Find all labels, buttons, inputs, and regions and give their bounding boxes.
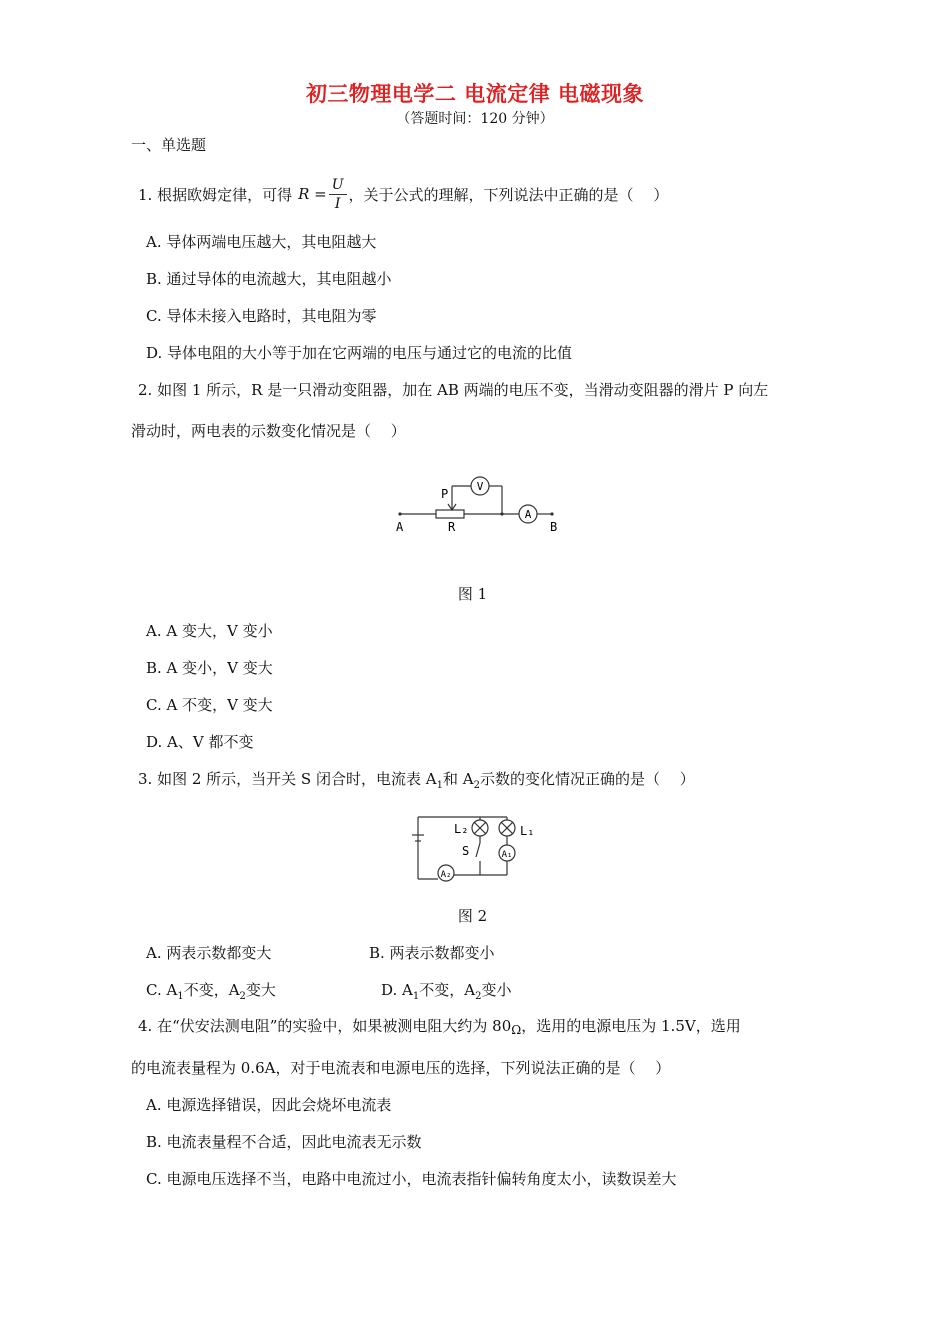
q2-option-d: D. A、V 都不变	[146, 733, 254, 751]
terminal-a-label: A	[396, 520, 404, 534]
q1-suffix: ，关于公式的理解，下列说法中正确的是（ ）	[348, 185, 669, 204]
figure-2-circuit	[400, 805, 540, 885]
q4-line-1-b: ，选用的电源电压为 1.5V，选用	[521, 1017, 741, 1035]
figure-2-caption: 图 2	[457, 907, 488, 925]
q2-option-c: C. A 不变，V 变大	[146, 696, 273, 714]
q3-opt-d-sub1: 1	[412, 991, 420, 1002]
ammeter-a1-label: A₁	[501, 850, 513, 860]
q1-option-a: A. 导体两端电压越大，其电阻越大	[146, 233, 377, 251]
lamp-l2-label: L₂	[454, 822, 469, 836]
q3-opt-d-b: 不变，A	[419, 981, 476, 999]
q3-option-a: A. 两表示数都变大	[146, 944, 272, 962]
terminal-b-label: B	[550, 520, 558, 534]
q1-option-b: B. 通过导体的电流越大，其电阻越小	[146, 270, 392, 288]
question-1	[138, 172, 668, 216]
document-title: 初三物理电学二 电流定律 电磁现象	[305, 81, 645, 106]
q3-text-c: 示数的变化情况正确的是（ ）	[479, 770, 695, 788]
switch-s-label: S	[462, 844, 470, 858]
ammeter-label: A	[524, 508, 532, 521]
q3-opt-c-c: 变大	[245, 981, 276, 999]
formula-denominator: I	[334, 195, 341, 212]
slider-label: P	[441, 487, 449, 501]
q4-option-a: A. 电源选择错误，因此会烧坏电流表	[146, 1096, 392, 1114]
q4-line-1	[138, 1015, 741, 1037]
q3-opt-c-sub2: 2	[239, 991, 246, 1002]
q1-option-d: D. 导体电阻的大小等于加在它两端的电压与通过它的电流的比值	[146, 344, 573, 362]
q3-opt-d-c: 变小	[481, 981, 512, 999]
q2-line-1: 2. 如图 1 所示，R 是一只滑动变阻器，加在 AB 两端的电压不变，当滑动变阻器的滑片 P 向左	[138, 381, 769, 399]
q4-option-c: C. 电源电压选择不当，电路中电流过小，电流表指针偏转角度太小，读数误差大	[146, 1170, 677, 1188]
q3-opt-c-a: C. A	[146, 981, 178, 999]
voltmeter-label: V	[476, 480, 484, 493]
q4-option-b: B. 电流表量程不合适，因此电流表无示数	[146, 1133, 422, 1151]
formula-fraction	[329, 176, 347, 213]
q3-text-a: 3. 如图 2 所示，当开关 S 闭合时，电流表 A	[138, 770, 437, 788]
q4-line-1-a: 4. 在“伏安法测电阻”的实验中，如果被测电阻大约为 80	[138, 1017, 512, 1035]
ohm-symbol: Ω	[511, 1023, 522, 1037]
formula-lhs: R =	[298, 185, 327, 203]
q2-line-2: 滑动时，两电表的示数变化情况是（ ）	[131, 422, 406, 440]
section-heading: 一、单选题	[131, 136, 207, 154]
q3-sub-1: 1	[436, 780, 443, 791]
lamp-l1-label: L₁	[520, 824, 535, 838]
figure-1-caption: 图 1	[457, 585, 488, 603]
q3-opt-d-a: D. A	[381, 981, 413, 999]
q3-option-b: B. 两表示数都变小	[369, 944, 495, 962]
q2-option-a: A. A 变大，V 变小	[146, 622, 273, 640]
q3-opt-c-sub1: 1	[177, 991, 184, 1002]
q2-option-b: B. A 变小，V 变大	[146, 659, 273, 677]
q3-text-b: 和 A	[442, 770, 474, 788]
q3-opt-d-sub2: 2	[475, 991, 482, 1002]
ammeter-a2-label: A₂	[440, 870, 452, 880]
q1-prefix: 1. 根据欧姆定律，可得	[138, 185, 293, 204]
question-3	[138, 768, 695, 791]
resistor-label: R	[448, 520, 456, 534]
formula-numerator: U	[329, 176, 347, 195]
q3-option-d	[381, 979, 511, 1002]
q3-option-c	[146, 979, 276, 1002]
q1-option-c: C. 导体未接入电路时，其电阻为零	[146, 307, 377, 325]
q4-line-2: 的电流表量程为 0.6A，对于电流表和电源电压的选择，下列说法正确的是（ ）	[131, 1059, 671, 1077]
q3-sub-2: 2	[473, 780, 480, 791]
time-limit: （答题时间：120 分钟）	[396, 111, 554, 127]
q3-opt-c-b: 不变，A	[183, 981, 240, 999]
figure-1-circuit	[390, 470, 570, 540]
